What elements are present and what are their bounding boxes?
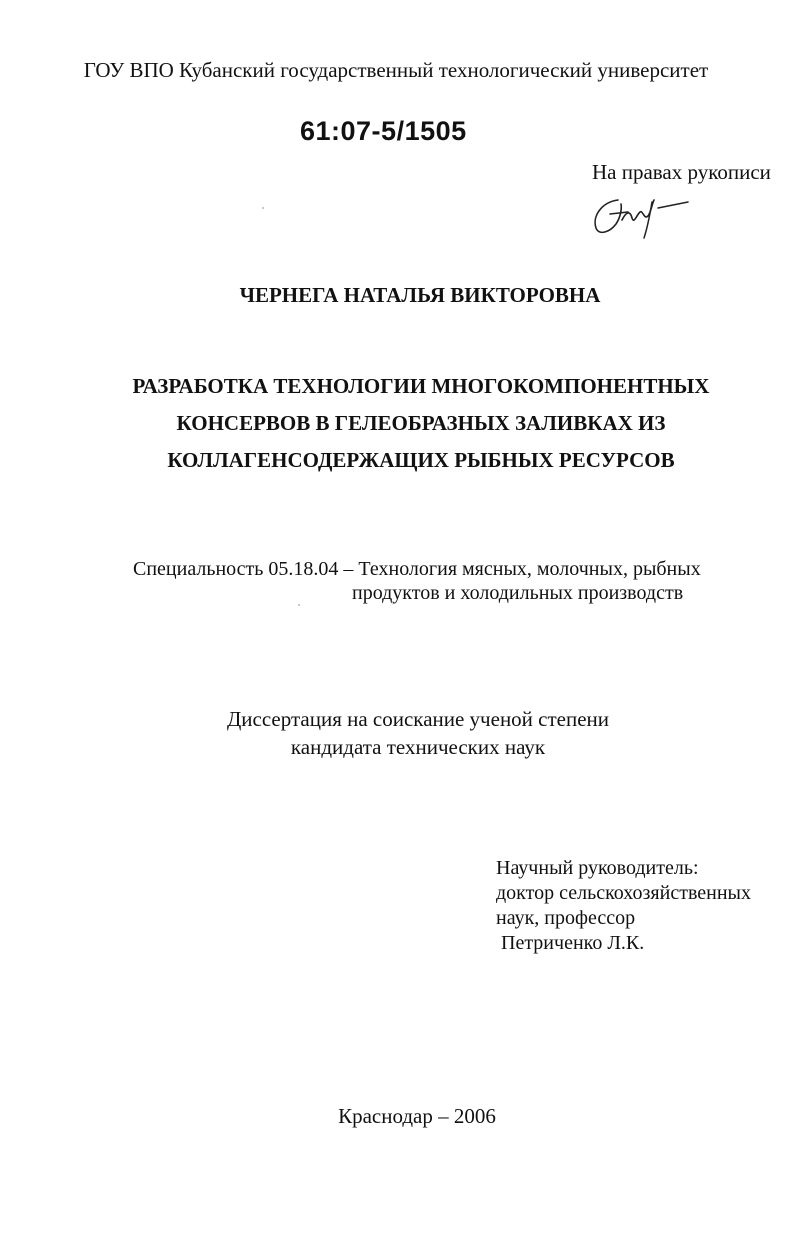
advisor-line-1: Научный руководитель: [496,857,699,879]
advisor-line-3: наук, профессор [496,907,636,929]
degree-line-2: кандидата технических наук [290,735,546,759]
handwritten-signature [588,190,698,240]
institution-name: ГОУ ВПО Кубанский государственный технологический университет [83,58,709,82]
library-code: 61:07-5/1505 [300,116,467,146]
scientific-advisor [496,856,751,956]
specialty-line-1: Специальность 05.18.04 – Технология мясных, молочных, рыбных [133,558,701,580]
advisor-line-2: доктор сельскохозяйственных [496,882,751,904]
specialty-line-2: продуктов и холодильных производств [352,582,684,604]
dissertation-title [96,368,746,479]
author-name: ЧЕРНЕГА НАТАЛЬЯ ВИКТОРОВНА [239,283,601,307]
rights-note: На правах рукописи [592,160,771,184]
degree-line-1: Диссертация на соискание ученой степени [226,707,610,731]
advisor-line-4: Петриченко Л.К. [496,932,645,954]
title-line-1: РАЗРАБОТКА ТЕХНОЛОГИИ МНОГОКОМПОНЕНТНЫХ [132,374,710,398]
title-line-2: КОНСЕРВОВ В ГЕЛЕОБРАЗНЫХ ЗАЛИВКАХ ИЗ [176,411,666,435]
title-line-3: КОЛЛАГЕНСОДЕРЖАЩИХ РЫБНЫХ РЕСУРСОВ [167,448,675,472]
scan-speck [298,604,300,606]
scan-speck [262,207,264,209]
city-year: Краснодар – 2006 [338,1104,496,1128]
